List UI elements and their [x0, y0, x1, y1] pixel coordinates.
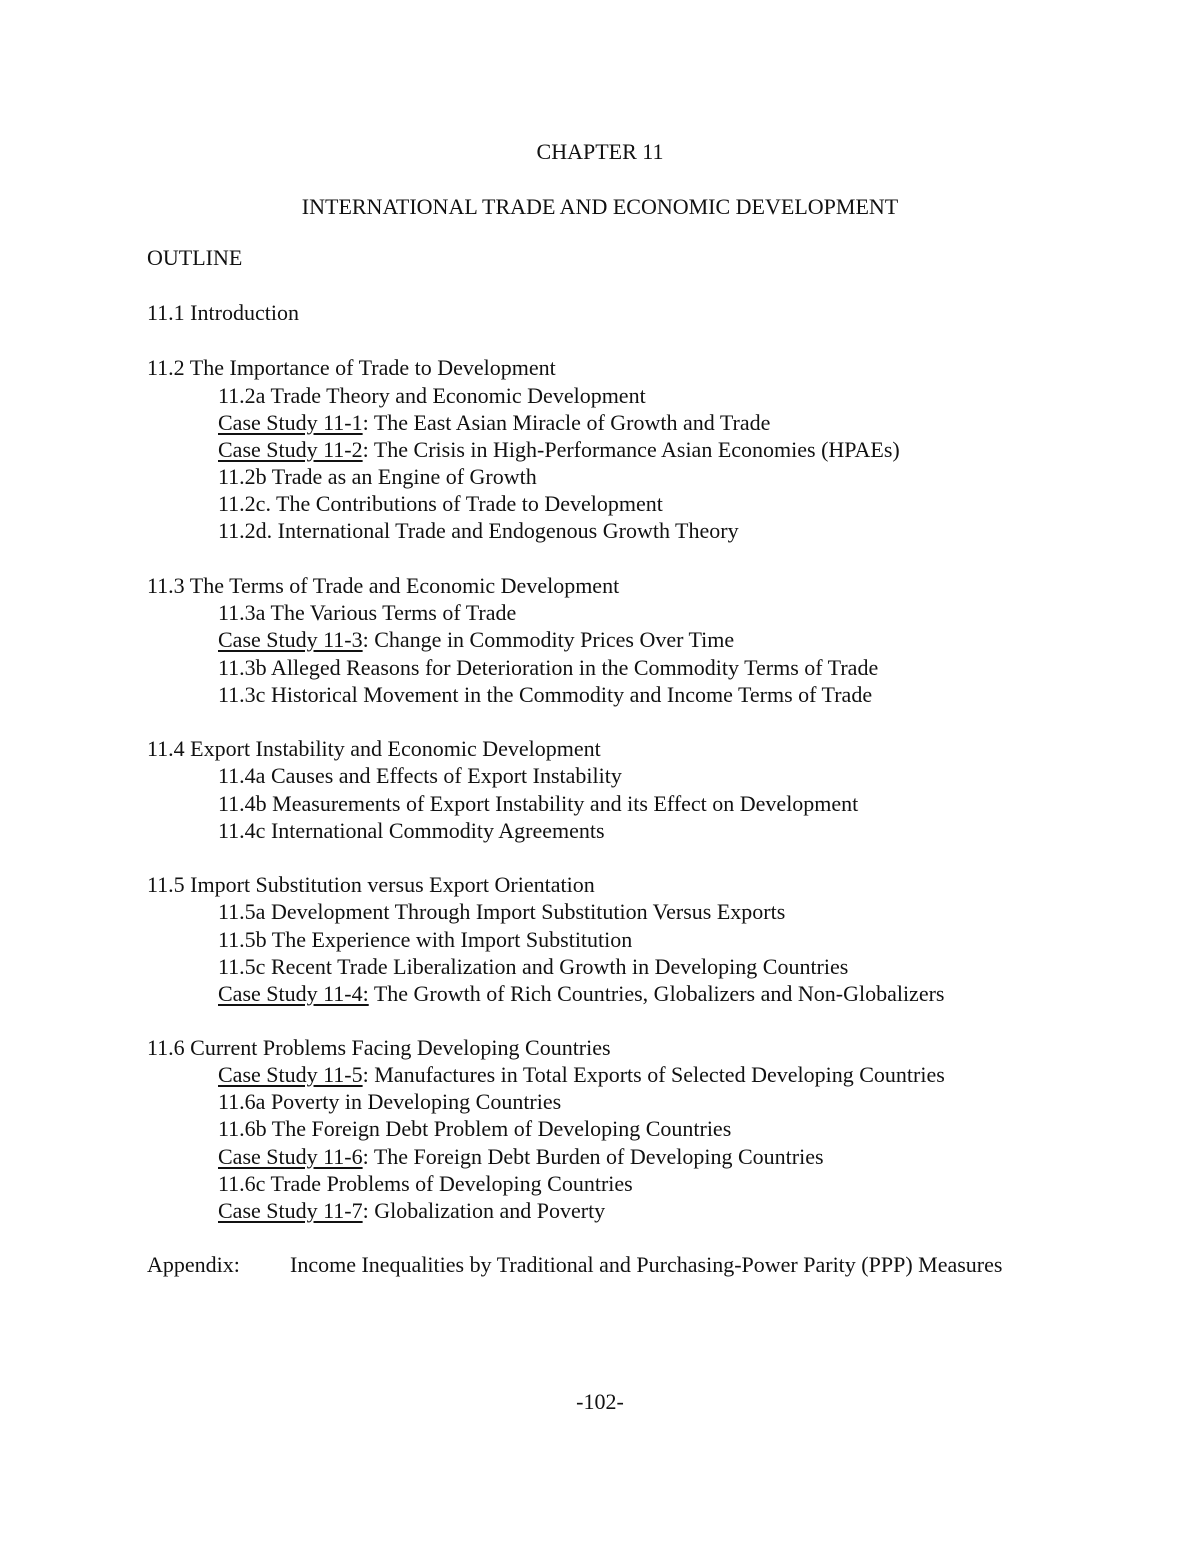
subsection-11-5a: 11.5a Development Through Import Substitution Versus Exports	[218, 899, 786, 924]
section-11-5-heading: 11.5 Import Substitution versus Export Orientation	[147, 872, 595, 897]
case-study-11-5	[218, 1062, 945, 1088]
case-study-11-7	[218, 1198, 605, 1224]
appendix-label: Appendix:	[147, 1252, 240, 1277]
subsection-11-2c: 11.2c. The Contributions of Trade to Development	[218, 491, 663, 516]
case-study-11-6-title: : The Foreign Debt Burden of Developing Countries	[362, 1144, 824, 1169]
subsection-11-2b: 11.2b Trade as an Engine of Growth	[218, 464, 537, 489]
section-11-1-heading: 11.1 Introduction	[147, 300, 299, 325]
case-study-11-6-label: Case Study 11-6	[218, 1144, 363, 1169]
section-11-2-heading: 11.2 The Importance of Trade to Development	[147, 355, 556, 380]
case-study-11-4	[218, 981, 944, 1007]
case-study-11-1	[218, 410, 770, 436]
case-study-11-3-title: : Change in Commodity Prices Over Time	[362, 627, 735, 652]
chapter-title: INTERNATIONAL TRADE AND ECONOMIC DEVELOPMENT	[301, 194, 899, 219]
case-study-11-4-title: The Growth of Rich Countries, Globalizers and Non-Globalizers	[368, 981, 945, 1006]
chapter-number: CHAPTER 11	[536, 139, 664, 164]
case-study-11-2-label: Case Study 11-2	[218, 437, 363, 462]
subsection-11-5b: 11.5b The Experience with Import Substitution	[218, 927, 633, 952]
case-study-11-5-title: : Manufactures in Total Exports of Selected Developing Countries	[362, 1062, 945, 1087]
subsection-11-3b: 11.3b Alleged Reasons for Deterioration in the Commodity Terms of Trade	[218, 655, 879, 680]
subsection-11-6a: 11.6a Poverty in Developing Countries	[218, 1089, 562, 1114]
subsection-11-2d: 11.2d. International Trade and Endogenous Growth Theory	[218, 518, 739, 543]
case-study-11-7-title: : Globalization and Poverty	[362, 1198, 606, 1223]
case-study-11-2	[218, 437, 900, 463]
subsection-11-6b: 11.6b The Foreign Debt Problem of Developing Countries	[218, 1116, 732, 1141]
case-study-11-3	[218, 627, 734, 653]
subsection-11-5c: 11.5c Recent Trade Liberalization and Growth in Developing Countries	[218, 954, 849, 979]
appendix-title: Income Inequalities by Traditional and Purchasing-Power Parity (PPP) Measures	[290, 1252, 1003, 1277]
case-study-11-4-label: Case Study 11-4:	[218, 981, 369, 1006]
subsection-11-2a: 11.2a Trade Theory and Economic Development	[218, 383, 646, 408]
page-number: -102-	[576, 1389, 624, 1414]
case-study-11-1-label: Case Study 11-1	[218, 410, 363, 435]
case-study-11-3-label: Case Study 11-3	[218, 627, 363, 652]
section-11-3-heading: 11.3 The Terms of Trade and Economic Development	[147, 573, 620, 598]
subsection-11-3a: 11.3a The Various Terms of Trade	[218, 600, 517, 625]
subsection-11-3c: 11.3c Historical Movement in the Commodity and Income Terms of Trade	[218, 682, 873, 707]
outline-heading: OUTLINE	[147, 245, 243, 270]
case-study-11-1-title: : The East Asian Miracle of Growth and Trade	[362, 410, 771, 435]
subsection-11-6c: 11.6c Trade Problems of Developing Countries	[218, 1171, 633, 1196]
subsection-11-4c: 11.4c International Commodity Agreements	[218, 818, 605, 843]
case-study-11-6	[218, 1144, 824, 1170]
section-11-6-heading: 11.6 Current Problems Facing Developing Countries	[147, 1035, 611, 1060]
case-study-11-7-label: Case Study 11-7	[218, 1198, 363, 1223]
case-study-11-5-label: Case Study 11-5	[218, 1062, 363, 1087]
subsection-11-4b: 11.4b Measurements of Export Instability and its Effect on Development	[218, 791, 859, 816]
section-11-4-heading: 11.4 Export Instability and Economic Development	[147, 736, 601, 761]
case-study-11-2-title: : The Crisis in High-Performance Asian Economies (HPAEs)	[362, 437, 900, 462]
subsection-11-4a: 11.4a Causes and Effects of Export Instability	[218, 763, 622, 788]
